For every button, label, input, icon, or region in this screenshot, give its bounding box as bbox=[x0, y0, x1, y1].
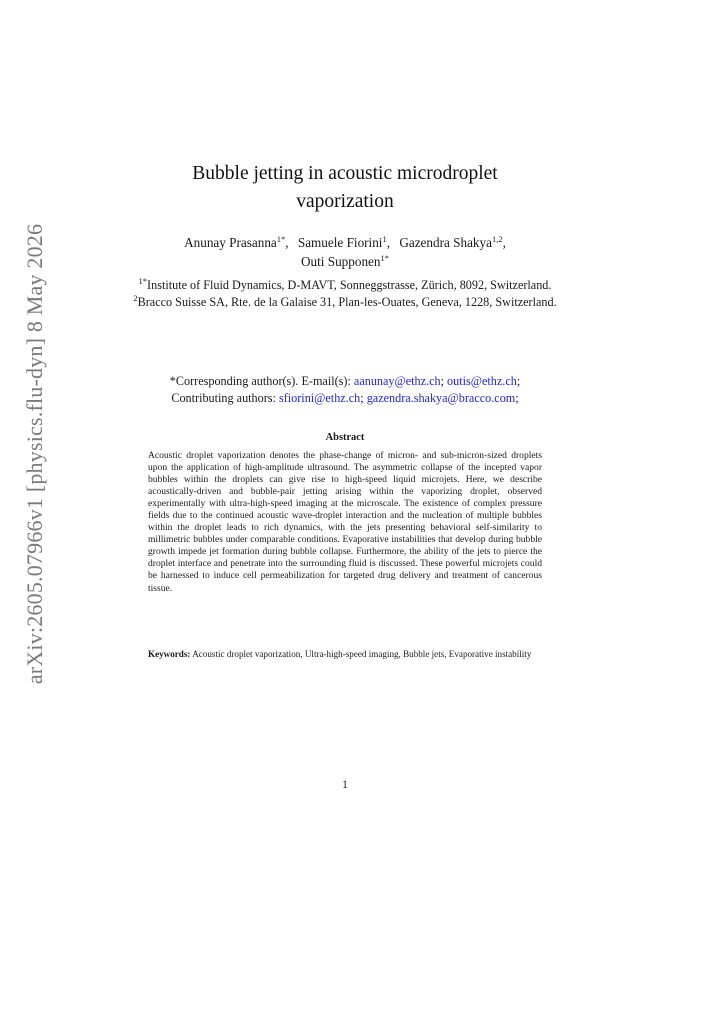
abstract-text: Acoustic droplet vaporization denotes the phase-change of micron- and sub-micron-sized droplets upon the application of high-amplitude ultrasound. The asymmetric collapse of the incepted vapor bubbles within the droplets can give rise to high-speed liquid microjets. Here, we describe acoustically-driven and bubble-pair jetting arising within the vaporizing droplet, observed experimentally with ultra-high-speed imaging at the microscale. The existence of complex pressure fields due to the continued acoustic wave-droplet interaction and the nucleation of multiple bubbles within the droplet leads to rich dynamics, with the jets presenting behavioral self-similarity to millimetric bubbles under comparable conditions. Evaporative instabilities that develop during bubble growth impede jet formation during bubble collapse. Furthermore, the ability of the jets to pierce the droplet interface and penetrate into the surrounding fluid is discussed. These powerful microjets could be harnessed to induce cell permeabilization for targeted drug delivery and treatment of cancerous tissue. bbox=[148, 450, 542, 594]
keywords bbox=[148, 648, 542, 660]
email-link[interactable]: outis@ethz.ch bbox=[447, 374, 517, 388]
author: Anunay Prasanna$^{1*}$, bbox=[184, 234, 289, 250]
affiliation: $^2$Bracco Suisse SA, Rte. de la Galaise 31, Plan-les-Ouates, Geneva, 1228, Switzerland. bbox=[133, 293, 557, 310]
contributing-line: Contributing authors: sfiorini@ethz.ch; gazendra.shakya@bracco.com; bbox=[171, 391, 519, 406]
corresponding-line: *Corresponding author(s). E-mail(s): aanunay@ethz.ch; outis@ethz.ch; bbox=[169, 374, 521, 388]
arxiv-identifier: arXiv:2605.07966v1 [physics.flu-dyn] 8 May 2026 bbox=[22, 223, 48, 685]
page-number: 1 bbox=[342, 779, 348, 791]
keywords-text: Acoustic droplet vaporization, Ultra-high-speed imaging, Bubble jets, Evaporative instability bbox=[192, 649, 532, 659]
author: Samuele Fiorini$^1$, bbox=[297, 234, 391, 250]
email-link[interactable]: aanunay@ethz.ch bbox=[353, 374, 441, 388]
author-list bbox=[140, 233, 550, 271]
email-link[interactable]: sfiorini@ethz.ch bbox=[278, 391, 361, 406]
arxiv-sidebar bbox=[20, 223, 50, 685]
author: Gazendra Shakya$^{1,2}$, bbox=[399, 234, 506, 250]
paper-title: Bubble jetting in acoustic microdroplet vaporization bbox=[192, 163, 498, 212]
affiliations bbox=[133, 277, 557, 312]
affiliation: $^{1*}$Institute of Fluid Dynamics, D-MAVT, Sonneggstrasse, Zürich, 8092, Switzerland. bbox=[138, 276, 552, 292]
abstract-heading: Abstract bbox=[325, 432, 365, 443]
keywords-label: Keywords: bbox=[148, 649, 191, 659]
email-link[interactable]: gazendra.shakya@bracco.com bbox=[366, 391, 516, 406]
author: Outi Supponen$^{1*}$ bbox=[301, 253, 389, 269]
contact-info bbox=[120, 373, 570, 408]
